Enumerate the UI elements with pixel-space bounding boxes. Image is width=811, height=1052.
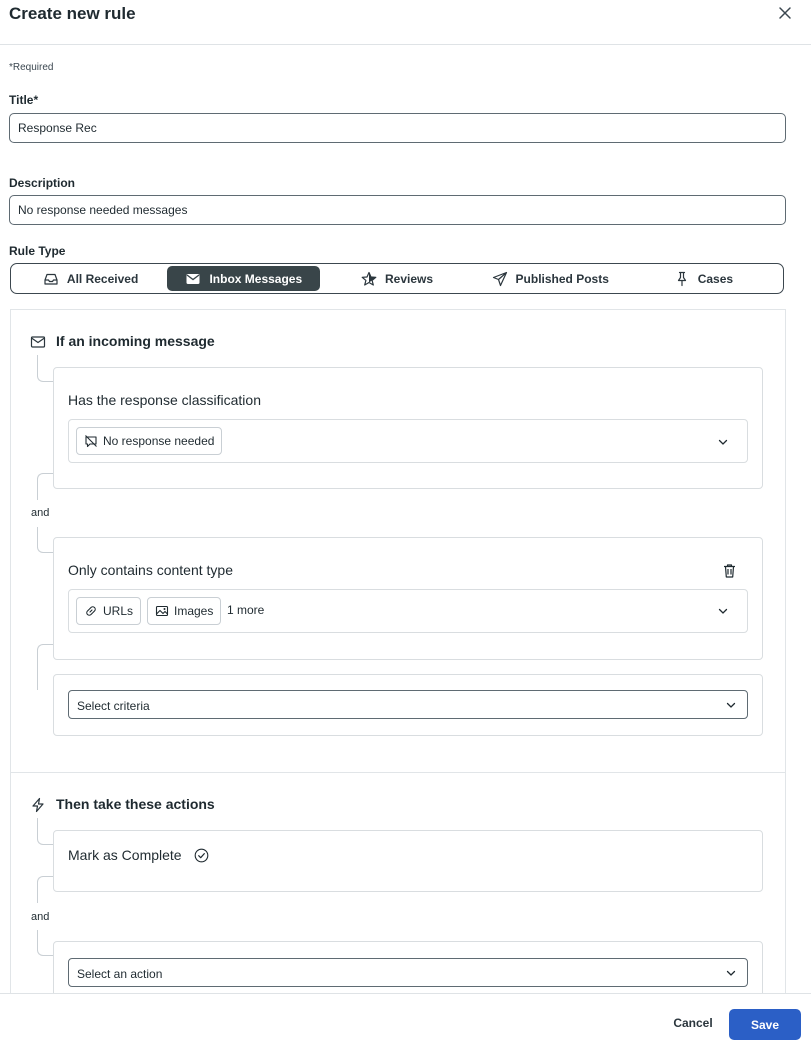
chip-label: Images	[174, 604, 214, 618]
required-note: *Required	[9, 62, 54, 73]
criteria-title: Has the response classification	[68, 392, 261, 408]
save-button[interactable]: Save	[729, 1009, 801, 1040]
inbox-icon	[43, 271, 59, 287]
tab-label: Reviews	[384, 271, 434, 286]
chip-label: No response needed	[103, 434, 215, 448]
tab-label: All Received	[66, 271, 139, 286]
trash-icon[interactable]	[722, 563, 737, 579]
connector-line	[37, 527, 53, 553]
chevron-down-icon[interactable]	[717, 436, 729, 448]
section-divider	[10, 772, 786, 773]
tab-published-posts[interactable]	[474, 266, 627, 291]
chevron-down-icon	[725, 967, 737, 979]
tab-all-received[interactable]	[14, 266, 167, 291]
connector-line	[37, 355, 53, 382]
description-label: Description	[9, 176, 76, 190]
add-criteria-card	[53, 674, 763, 736]
actions-heading: Then take these actions	[56, 796, 215, 812]
chevron-down-icon[interactable]	[717, 605, 729, 617]
criteria-card	[53, 367, 763, 489]
modal-header	[0, 0, 811, 45]
action-card	[53, 830, 763, 892]
select-criteria-dropdown[interactable]	[68, 690, 748, 719]
connector-line	[37, 818, 53, 845]
description-input[interactable]	[9, 195, 786, 225]
chip[interactable]	[76, 427, 222, 455]
tab-label: Inbox Messages	[209, 271, 303, 286]
chip-label: URLs	[103, 604, 134, 618]
tab-inbox-messages[interactable]	[167, 266, 320, 291]
and-label: and	[31, 911, 50, 923]
lightning-icon	[30, 797, 46, 813]
title-label: Title*	[9, 93, 39, 107]
modal-footer	[0, 993, 811, 1052]
close-icon[interactable]	[776, 4, 794, 22]
connector-line	[37, 876, 53, 903]
pin-icon	[674, 271, 690, 287]
classification-select[interactable]	[68, 419, 748, 463]
tab-reviews[interactable]	[320, 266, 473, 291]
rule-type-label: Rule Type	[9, 244, 66, 258]
select-placeholder: Select criteria	[77, 699, 150, 713]
rule-type-selector	[10, 263, 784, 294]
and-label: and	[31, 507, 50, 519]
tab-label: Cases	[697, 271, 734, 286]
modal-title: Create new rule	[9, 4, 136, 23]
chevron-down-icon	[725, 699, 737, 711]
link-icon	[84, 604, 98, 618]
tab-cases[interactable]	[627, 266, 780, 291]
chip[interactable]	[147, 597, 221, 625]
title-input[interactable]	[9, 113, 786, 143]
select-placeholder: Select an action	[77, 967, 163, 981]
tab-label: Published Posts	[515, 271, 609, 286]
check-circle-icon	[194, 848, 209, 863]
no-response-icon	[84, 434, 98, 448]
action-title: Mark as Complete	[68, 847, 182, 863]
criteria-title: Only contains content type	[68, 562, 233, 578]
paper-plane-icon	[492, 271, 508, 287]
conditions-heading: If an incoming message	[56, 333, 215, 349]
connector-line	[37, 473, 53, 500]
star-icon	[361, 271, 377, 287]
content-type-select[interactable]	[68, 589, 748, 633]
more-count[interactable]: 1 more	[227, 603, 265, 617]
connector-line	[37, 644, 53, 690]
envelope-icon	[185, 271, 201, 287]
cancel-button[interactable]: Cancel	[673, 1016, 713, 1030]
criteria-card	[53, 537, 763, 660]
chip[interactable]	[76, 597, 141, 625]
envelope-icon	[30, 334, 46, 350]
select-action-dropdown[interactable]	[68, 958, 748, 987]
connector-line	[37, 930, 53, 956]
image-icon	[155, 604, 169, 618]
